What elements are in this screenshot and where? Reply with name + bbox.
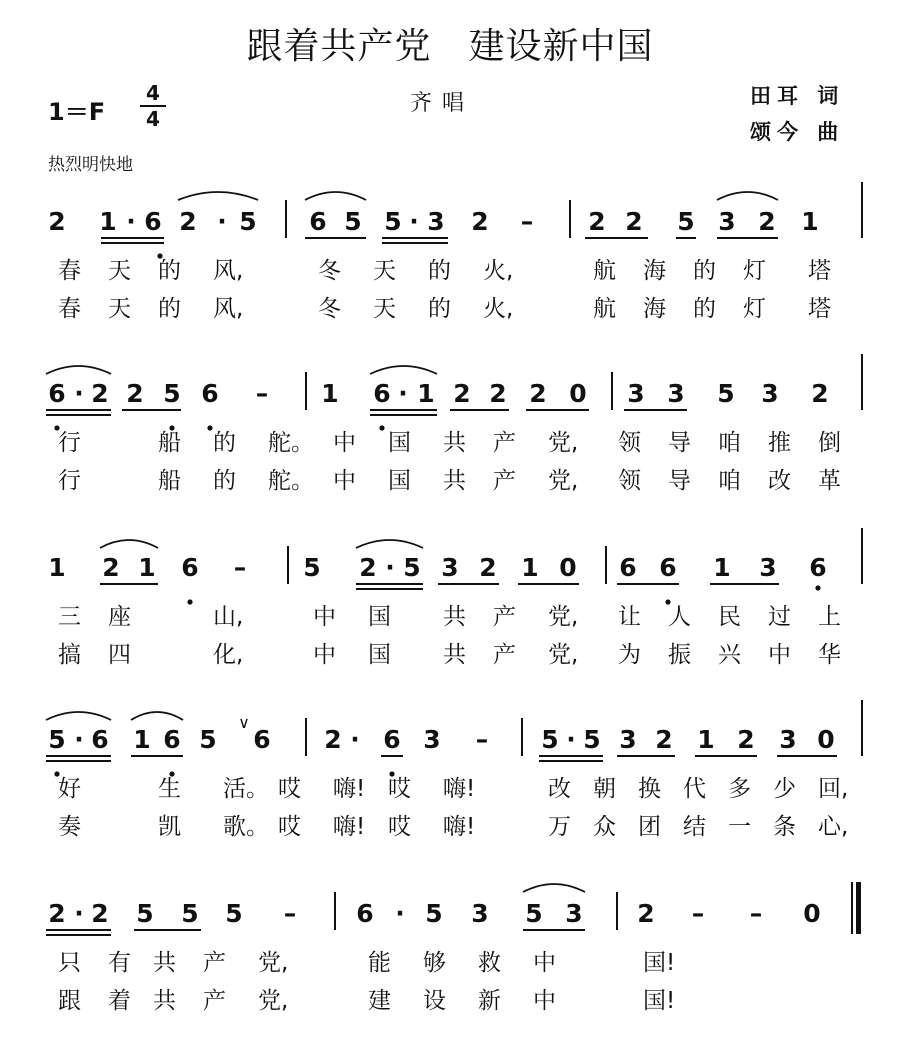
jianpu-note: 5: [344, 207, 362, 236]
lyric-syllable: 条: [773, 814, 796, 840]
lyric-syllable: 改: [548, 776, 571, 802]
jianpu-note: 1: [133, 725, 151, 754]
jianpu-note: 5: [541, 725, 559, 754]
lyric-syllable: 团: [638, 814, 661, 840]
lyric-syllable: 导: [668, 430, 691, 456]
lyric-syllable: 化,: [213, 642, 244, 668]
lyric-syllable: 的: [158, 296, 181, 322]
jianpu-note: 5: [525, 899, 543, 928]
lyric-syllable: 国: [388, 430, 411, 456]
slur: [370, 366, 437, 374]
jianpu-note: –: [475, 725, 489, 754]
jianpu-note: 2: [359, 553, 377, 582]
lyric-syllable: 党,: [548, 430, 579, 456]
jianpu-note: 1: [697, 725, 715, 754]
lyric-syllable: 共: [443, 604, 466, 630]
lyric-syllable: 产: [203, 950, 226, 976]
lyric-syllable: 船: [158, 468, 181, 494]
lyric-syllable: 火,: [483, 296, 514, 322]
lyric-syllable: 产: [493, 642, 516, 668]
lyric-syllable: 中: [768, 642, 791, 668]
jianpu-note: 1: [713, 553, 731, 582]
jianpu-note: –: [255, 379, 269, 408]
lyric-syllable: 众: [593, 814, 616, 840]
lyric-syllable: 海: [643, 296, 666, 322]
jianpu-note: 1: [521, 553, 539, 582]
jianpu-note: 2: [102, 553, 120, 582]
jianpu-note: 6: [619, 553, 637, 582]
lyric-syllable: 设: [423, 988, 446, 1014]
lyric-syllable: 搞: [58, 642, 81, 668]
lyricist-credit: 田耳 词: [750, 84, 845, 108]
lyric-syllable: 哎: [388, 776, 411, 802]
lyric-syllable: 过: [768, 604, 791, 630]
lyric-syllable: 嗨!: [333, 776, 366, 802]
jianpu-note: 6: [383, 725, 401, 754]
jianpu-note: 1: [801, 207, 819, 236]
jianpu-note: –: [233, 553, 247, 582]
jianpu-note: 5: [677, 207, 695, 236]
meter-top: 4: [146, 81, 160, 105]
lyric-syllable: 兴: [718, 642, 741, 668]
jianpu-note: 2: [453, 379, 471, 408]
lyric-syllable: 振: [668, 642, 691, 668]
jianpu-note: ·: [126, 207, 136, 236]
lyric-syllable: 灯: [743, 258, 766, 284]
lyric-syllable: 国!: [643, 988, 676, 1014]
jianpu-note: ·: [74, 899, 84, 928]
jianpu-note: 3: [761, 379, 779, 408]
lyric-syllable: 领: [618, 468, 641, 494]
jianpu-note: 6: [163, 725, 181, 754]
lyric-syllable: 少: [773, 776, 796, 802]
lyric-syllable: 行: [58, 468, 81, 494]
lyric-syllable: 座: [108, 604, 131, 630]
lyric-syllable: 产: [493, 430, 516, 456]
lyric-syllable: 的: [428, 296, 451, 322]
lyric-syllable: 天: [373, 258, 396, 284]
jianpu-note: 6: [181, 553, 199, 582]
jianpu-note: ·: [385, 553, 395, 582]
final-barline-thick: [856, 882, 861, 934]
octave-dot: [207, 425, 212, 430]
jianpu-note: 2: [91, 379, 109, 408]
lyric-syllable: 国!: [643, 950, 676, 976]
lyric-syllable: 共: [153, 950, 176, 976]
jianpu-note: 1: [417, 379, 435, 408]
jianpu-note: 3: [441, 553, 459, 582]
jianpu-note: 6: [309, 207, 327, 236]
breath-mark: ∨: [238, 713, 250, 732]
lyric-syllable: 嗨!: [443, 814, 476, 840]
lyric-syllable: 共: [443, 468, 466, 494]
jianpu-note: 6: [48, 379, 66, 408]
lyric-syllable: 共: [443, 430, 466, 456]
slur: [131, 712, 183, 720]
octave-dot: [815, 585, 820, 590]
jianpu-note: 2: [126, 379, 144, 408]
jianpu-note: 2: [179, 207, 197, 236]
slur: [46, 712, 111, 720]
jianpu-note: 2: [655, 725, 673, 754]
jianpu-note: 5: [199, 725, 217, 754]
lyric-syllable: 华: [818, 642, 841, 668]
lyric-syllable: 春: [58, 258, 81, 284]
lyric-syllable: 导: [668, 468, 691, 494]
lyric-syllable: 歌。: [223, 814, 269, 840]
tempo-marking: 热烈明快地: [48, 155, 133, 175]
jianpu-note: 5: [403, 553, 421, 582]
lyric-syllable: 国: [368, 642, 391, 668]
jianpu-note: 1: [48, 553, 66, 582]
jianpu-note: 3: [667, 379, 685, 408]
jianpu-note: ·: [398, 379, 408, 408]
jianpu-note: ·: [409, 207, 419, 236]
jianpu-note: 2: [324, 725, 342, 754]
lyric-syllable: 天: [373, 296, 396, 322]
jianpu-note: 2: [737, 725, 755, 754]
lyric-syllable: 风,: [213, 296, 244, 322]
jianpu-note: 6: [201, 379, 219, 408]
jianpu-note: ·: [74, 725, 84, 754]
jianpu-note: 6: [659, 553, 677, 582]
lyric-syllable: 天: [108, 258, 131, 284]
lyric-syllable: 领: [618, 430, 641, 456]
jianpu-note: 5: [425, 899, 443, 928]
jianpu-note: 6: [91, 725, 109, 754]
lyric-syllable: 救: [478, 950, 501, 976]
lyric-syllable: 的: [428, 258, 451, 284]
lyric-syllable: 结: [683, 814, 706, 840]
jianpu-note: 3: [718, 207, 736, 236]
lyric-syllable: 中: [333, 468, 356, 494]
jianpu-note: –: [749, 899, 763, 928]
song-title: 跟着共产党 建设新中国: [246, 26, 654, 67]
lyric-syllable: 冬: [318, 258, 341, 284]
lyric-syllable: 三: [58, 604, 81, 630]
jianpu-note: 3: [423, 725, 441, 754]
lyric-syllable: 革: [818, 468, 841, 494]
jianpu-note: 3: [565, 899, 583, 928]
jianpu-note: 0: [569, 379, 587, 408]
lyric-syllable: 一: [728, 814, 751, 840]
jianpu-note: 2: [625, 207, 643, 236]
jianpu-note: 5: [136, 899, 154, 928]
octave-dot: [187, 599, 192, 604]
jianpu-note: 5: [225, 899, 243, 928]
lyric-syllable: 春: [58, 296, 81, 322]
lyric-syllable: 嗨!: [333, 814, 366, 840]
jianpu-note: 6: [809, 553, 827, 582]
lyric-syllable: 塔: [808, 258, 831, 284]
lyric-syllable: 奏: [58, 814, 81, 840]
lyric-syllable: 多: [728, 776, 751, 802]
lyric-syllable: 哎: [278, 814, 301, 840]
lyric-syllable: 天: [108, 296, 131, 322]
lyric-syllable: 山,: [213, 604, 244, 630]
lyric-syllable: 咱: [718, 468, 741, 494]
lyric-syllable: 活。: [223, 776, 269, 802]
lyric-syllable: 为: [618, 642, 641, 668]
lyric-syllable: 灯: [743, 296, 766, 322]
jianpu-note: 1: [321, 379, 339, 408]
lyric-syllable: 万: [548, 814, 571, 840]
composer-credit: 颂今 曲: [750, 120, 845, 144]
lyric-syllable: 共: [443, 642, 466, 668]
jianpu-note: 0: [817, 725, 835, 754]
lyric-syllable: 船: [158, 430, 181, 456]
lyric-syllable: 能: [368, 950, 391, 976]
lyric-syllable: 产: [203, 988, 226, 1014]
jianpu-note: 5: [717, 379, 735, 408]
lyric-syllable: 舵。: [268, 430, 314, 456]
jianpu-note: 5: [303, 553, 321, 582]
lyric-syllable: 党,: [258, 950, 289, 976]
lyric-syllable: 四: [108, 642, 131, 668]
jianpu-note: 3: [759, 553, 777, 582]
jianpu-note: –: [520, 207, 534, 236]
jianpu-note: 3: [619, 725, 637, 754]
jianpu-note: 2: [758, 207, 776, 236]
jianpu-note: 5: [239, 207, 257, 236]
slur: [100, 540, 158, 548]
jianpu-note: 3: [627, 379, 645, 408]
slur: [523, 884, 585, 892]
jianpu-note: 6: [253, 725, 271, 754]
slur: [356, 540, 423, 548]
slur: [178, 192, 258, 200]
lyric-syllable: 中: [313, 642, 336, 668]
lyric-syllable: 代: [683, 776, 706, 802]
lyric-syllable: 行: [58, 430, 81, 456]
lyric-syllable: 风,: [213, 258, 244, 284]
jianpu-note: ·: [217, 207, 227, 236]
jianpu-note: 0: [803, 899, 821, 928]
lyric-syllable: 有: [108, 950, 131, 976]
lyric-syllable: 哎: [278, 776, 301, 802]
jianpu-note: 5: [163, 379, 181, 408]
jianpu-note: 6: [373, 379, 391, 408]
lyric-syllable: 国: [368, 604, 391, 630]
lyric-syllable: 只: [58, 950, 81, 976]
lyric-syllable: 党,: [548, 468, 579, 494]
performance-mode: 齐唱: [410, 91, 475, 116]
jianpu-note: 3: [779, 725, 797, 754]
jianpu-note: ·: [350, 725, 360, 754]
lyric-syllable: 产: [493, 468, 516, 494]
lyric-syllable: 朝: [593, 776, 616, 802]
jianpu-note: 6: [356, 899, 374, 928]
jianpu-note: 2: [489, 379, 507, 408]
jianpu-note: 2: [471, 207, 489, 236]
lyric-syllable: 中: [533, 988, 556, 1014]
lyric-syllable: 换: [638, 776, 661, 802]
jianpu-note: 5: [583, 725, 601, 754]
lyric-syllable: 新: [478, 988, 501, 1014]
lyric-syllable: 海: [643, 258, 666, 284]
lyric-syllable: 的: [693, 296, 716, 322]
lyric-syllable: 着: [108, 988, 131, 1014]
lyric-syllable: 生: [158, 776, 181, 802]
jianpu-note: 5: [48, 725, 66, 754]
jianpu-note: 2: [479, 553, 497, 582]
lyric-syllable: 中: [533, 950, 556, 976]
jianpu-note: –: [691, 899, 705, 928]
key-signature: 1＝F: [48, 98, 106, 126]
lyric-syllable: 塔: [808, 296, 831, 322]
lyric-syllable: 党,: [258, 988, 289, 1014]
lyric-syllable: 冬: [318, 296, 341, 322]
lyric-syllable: 上: [818, 604, 841, 630]
jianpu-note: 3: [427, 207, 445, 236]
lyric-syllable: 的: [213, 468, 236, 494]
lyric-syllable: 回,: [818, 776, 849, 802]
lyric-syllable: 中: [313, 604, 336, 630]
jianpu-note: 5: [181, 899, 199, 928]
lyric-syllable: 改: [768, 468, 791, 494]
lyric-syllable: 的: [213, 430, 236, 456]
slur: [717, 192, 778, 200]
lyric-syllable: 民: [718, 604, 741, 630]
lyric-syllable: 产: [493, 604, 516, 630]
lyric-syllable: 推: [768, 430, 791, 456]
jianpu-note: 5: [384, 207, 402, 236]
jianpu-note: ·: [395, 899, 405, 928]
jianpu-note: 6: [144, 207, 162, 236]
lyric-syllable: 好: [58, 776, 81, 802]
jianpu-note: 2: [588, 207, 606, 236]
jianpu-note: 2: [811, 379, 829, 408]
lyric-syllable: 中: [333, 430, 356, 456]
meter-bottom: 4: [146, 107, 160, 131]
slur: [46, 366, 111, 374]
jianpu-note: 2: [48, 207, 66, 236]
lyric-syllable: 建: [368, 988, 391, 1014]
jianpu-note: 3: [471, 899, 489, 928]
lyric-syllable: 倒: [818, 430, 841, 456]
lyric-syllable: 共: [153, 988, 176, 1014]
jianpu-note: 2: [91, 899, 109, 928]
jianpu-note: ·: [74, 379, 84, 408]
lyric-syllable: 党,: [548, 604, 579, 630]
lyric-syllable: 人: [668, 604, 691, 630]
lyric-syllable: 咱: [718, 430, 741, 456]
jianpu-note: 2: [529, 379, 547, 408]
jianpu-note: 1: [138, 553, 156, 582]
lyric-syllable: 航: [593, 258, 616, 284]
jianpu-note: 2: [48, 899, 66, 928]
slur: [305, 192, 366, 200]
jianpu-note: 1: [99, 207, 117, 236]
lyric-syllable: 火,: [483, 258, 514, 284]
lyric-syllable: 党,: [548, 642, 579, 668]
jianpu-note: 2: [637, 899, 655, 928]
lyric-syllable: 够: [423, 950, 446, 976]
lyric-syllable: 的: [693, 258, 716, 284]
lyric-syllable: 哎: [388, 814, 411, 840]
jianpu-note: –: [283, 899, 297, 928]
lyric-syllable: 跟: [58, 988, 81, 1014]
jianpu-note: ·: [566, 725, 576, 754]
lyric-syllable: 航: [593, 296, 616, 322]
lyric-syllable: 心,: [818, 814, 849, 840]
lyric-syllable: 嗨!: [443, 776, 476, 802]
lyric-syllable: 舵。: [268, 468, 314, 494]
lyric-syllable: 国: [388, 468, 411, 494]
lyric-syllable: 让: [618, 604, 641, 630]
jianpu-note: 0: [559, 553, 577, 582]
octave-dot: [379, 425, 384, 430]
lyric-syllable: 凯: [158, 814, 181, 840]
lyric-syllable: 的: [158, 258, 181, 284]
